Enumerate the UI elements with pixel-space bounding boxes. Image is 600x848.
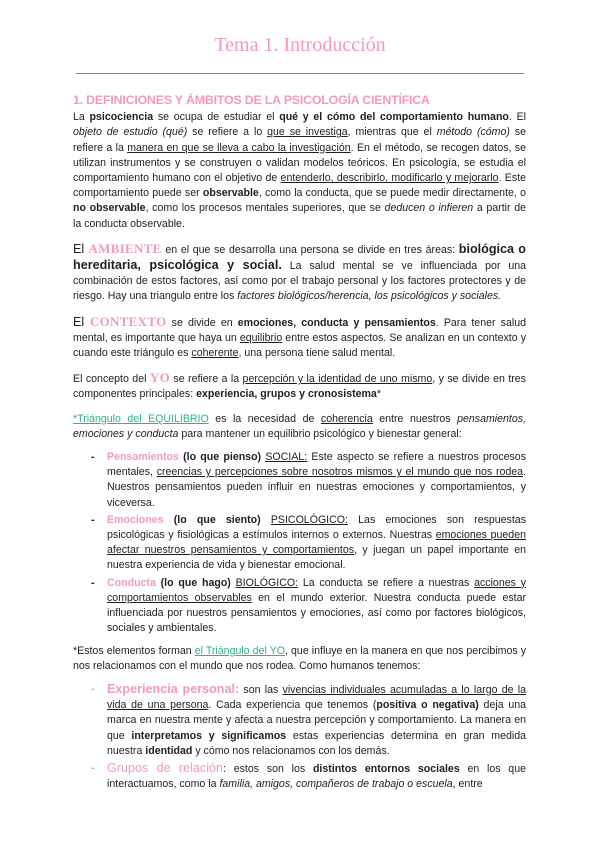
section-heading: 1. DEFINICIONES Y ÁMBITOS DE LA PSICOLOGÍA CIENTÍFICA (73, 93, 430, 107)
paragraph-triangulo-yo: *Estos elementos forman el Triángulo del YO, que influye en la manera en que nos percibimos y nos relacionamos con el mundo que nos rodea. Como humanos tenemos: (73, 644, 527, 672)
yo-list (73, 682, 526, 792)
paragraph-contexto: El CONTEXTO se divide en emociones, conducta y pensamientos. Para tener salud mental, es importante que haya un equilibrio entre estos aspectos. Se analizan en un contexto y cuando este triángulo es coherente, una persona tiene salud mental. (73, 313, 526, 360)
paragraph-triangulo-equilibrio: *Triángulo del EQUILIBRIO es la necesidad de coherencia entre nuestros pensamientos, emociones y conducta para mantener un equilibrio psicológico y bienestar general: (73, 412, 527, 440)
list-item-conducta: - Conducta (lo que hago) BIOLÓGICO: La conducta se refiere a nuestras acciones y comportamientos observables en el mundo exterior. Nuestra conducta puede estar influenciada por nuestros pensamientos y emociones, así como por factores biológicos, sociales y ambientales. (91, 576, 527, 635)
equilibrio-list (73, 450, 526, 636)
page-title: Tema 1. Introducción (214, 34, 386, 56)
list-item-grupos: - Grupos de relación: estos son los distintos entornos sociales en los que interactuamos, como la familia, amigos, compañeros de trabajo o escuela, entre (91, 760, 526, 791)
paragraph-yo: El concepto del YO se refiere a la percepción y la identidad de uno mismo, y se divide en tres componentes principales: experiencia, grupos y cronosistema* (73, 370, 526, 401)
document-body (73, 93, 526, 794)
title-divider (76, 73, 524, 74)
list-item-pensamientos: - Pensamientos (lo que pienso) SOCIAL: Este aspecto se refiere a nuestros procesos mentales, creencias y percepciones sobre nosotros mismos y el mundo que nos rodea. Nuestros pensamientos pueden influir en nuestras emociones y comportamientos, y viceversa. (91, 451, 526, 509)
list-item-experiencia: - Experiencia personal: son las vivencias individuales acumuladas a lo largo de la vida de una persona. Cada experiencia que tenemos (positiva o negativa) deja una marca en nuestra mente y afecta a nuestra percepción y comportamiento. La manera en que interpretamos y significamos estas experiencias determina en gran medida nuestra identidad y cómo nos relacionamos con los demás. (91, 681, 526, 757)
paragraph-ambiente: El AMBIENTE en el que se desarrolla una persona se divide en tres áreas: biológica o hereditaria, psicológica y social. La salud mental se ve influenciada por una combinación de estos factores, así como por el trabajo personal y los factores protectores y de riesgo. Hay una triangulo entre los factores biológicos/herencia, los psicológicos y sociales. (73, 240, 527, 303)
list-item-emociones: - Emociones (lo que siento) PSICOLÓGICO: Las emociones son respuestas psicológicas y fisiológicas a estímulos internos o externos. Nuestras emociones pueden afectar nuestros pensamientos y comportamientos, y juegan un papel importante en nuestra experiencia de vida y bienestar emocional. (91, 513, 526, 572)
paragraph-psicociencia: La psicociencia se ocupa de estudiar el qué y el cómo del comportamiento humano. El objeto de estudio (qué) se refiere a lo que se investiga, mientras que el método (cómo) se refiere a la manera en que se lleva a cabo la investigación. En el método, se recogen datos, se utilizan instrumentos y se construyen o validan modelos teóricos. En psicología, se estudia el comportamiento humano con el objetivo de entenderlo, describirlo, modificarlo y mejorarlo. Este comportamiento puede ser observable, como la conducta, que se puede medir directamente, o no observable, como los procesos mentales superiores, que se deducen o infieren a partir de la conducta observable. (73, 111, 526, 230)
